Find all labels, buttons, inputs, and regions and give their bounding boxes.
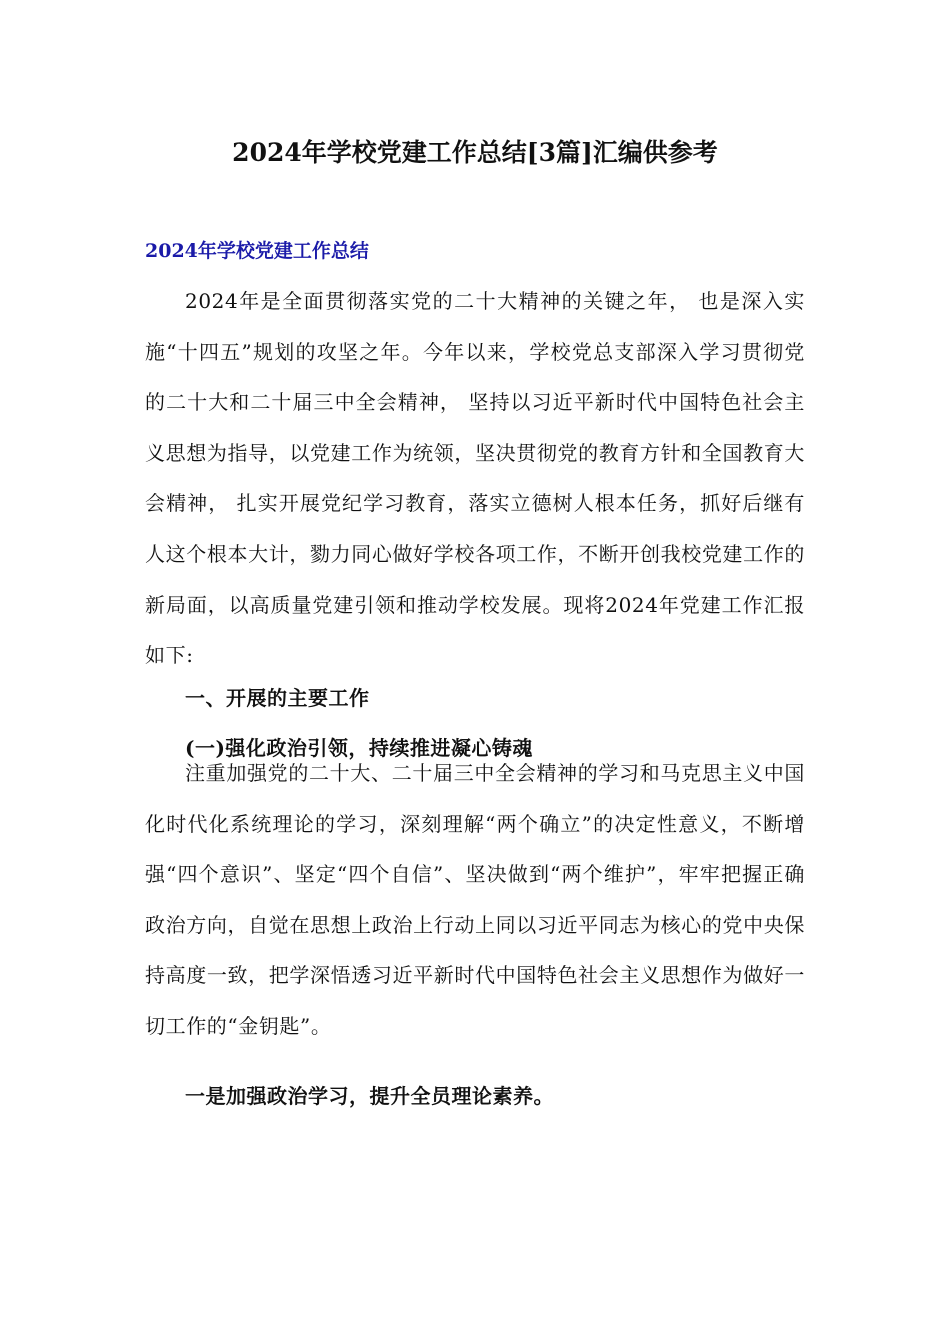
section-title: 2024年学校党建工作总结 xyxy=(145,240,369,262)
heading-political-study: 一是加强政治学习，提升全员理论素养。 xyxy=(185,1084,554,1108)
body-paragraph: 注重加强党的二十大、二十届三中全会精神的学习和马克思主义中国化时代化系统理论的学习，深刻理解“两个确立”的决定性意义，不断增强“四个意识”、坚定“四个自信”、坚决做到“两个维护”，牢牢把握正确政治方向，自觉在思想上政治上行动上同以习近平同志为核心的党中央保持高度一致，把学深悟透习近平新时代中国特色社会主义思想作为做好一切工作的“金钥匙”。 xyxy=(145,761,805,1038)
heading-political-guidance: (一)强化政治引领，持续推进凝心铸魂 xyxy=(185,736,533,760)
document-title: 2024年学校党建工作总结[3篇]汇编供参考 xyxy=(232,138,718,167)
heading-main-work: 一、开展的主要工作 xyxy=(185,686,370,710)
intro-paragraph: 2024年是全面贯彻落实党的二十大精神的关键之年， 也是深入实施“十四五”规划的攻坚之年。今年以来，学校党总支部深入学习贯彻党的二十大和二十届三中全会精神， 坚持以习近平新时代中国特色社会主义思想为指导，以党建工作为统领，坚决贯彻党的教育方针和全国教育大会精神， 扎实开展党纪学习教育，落实立德树人根本任务，抓好后继有人这个根本大计，勠力同心做好学校各项工作，不断开创我校党建工作的新局面，以高质量党建引领和推动学校发展。现将2024年党建工作汇报如下: xyxy=(145,289,805,668)
